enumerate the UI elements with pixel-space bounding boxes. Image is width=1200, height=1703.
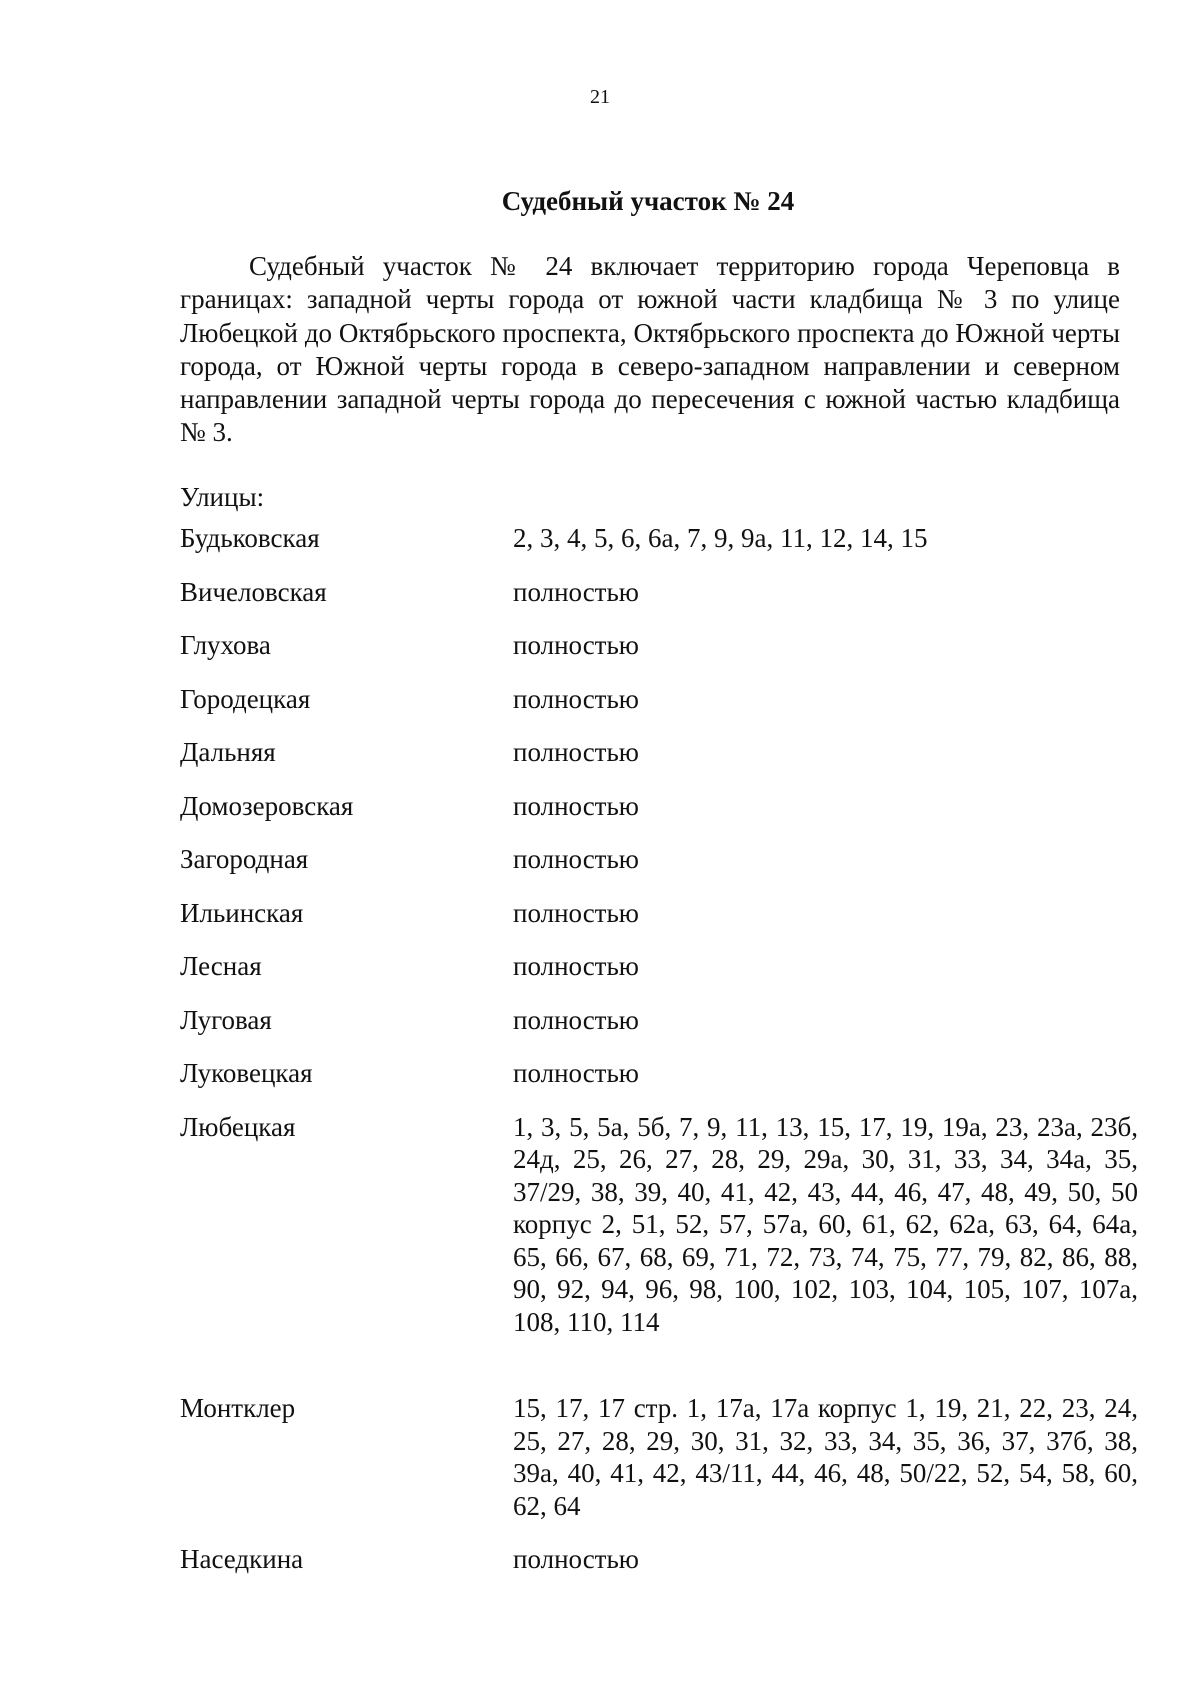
street-name: Луковецкая <box>180 1058 313 1088</box>
street-row <box>180 843 1140 876</box>
street-houses: полностью <box>513 576 639 607</box>
street-name: Ильинская <box>180 897 304 928</box>
street-row <box>180 736 1140 769</box>
streets-label: Улицы: <box>180 482 265 512</box>
street-name: Лесная <box>180 951 262 981</box>
street-row <box>180 1111 1140 1339</box>
street-name: Наседкина <box>180 1544 304 1574</box>
street-houses: полностью <box>513 630 639 660</box>
street-name: Любецкая <box>180 1111 296 1142</box>
street-row <box>180 683 1140 716</box>
street-houses: полностью <box>513 844 639 874</box>
street-row <box>180 897 1140 930</box>
street-name: Луговая <box>180 1004 272 1035</box>
street-name: Домозеровская <box>180 790 354 821</box>
intro-paragraph: Судебный участок № 24 включает территорию города Череповца в границах: западной черты города от южной части кладбища № 3 по улице Любецкой до Октябрьского проспекта, Октябрьского проспекта до Южной черты города, от Южной черты города в северо-западном направлении и северном направлении западной черты города до пересечения с южной частью кладбища № 3. <box>180 251 1120 448</box>
street-houses: полностью <box>513 951 639 981</box>
street-row <box>180 629 1140 662</box>
street-name: Вичеловская <box>180 576 327 607</box>
street-row <box>180 1543 1140 1576</box>
street-row <box>180 790 1140 823</box>
street-houses: полностью <box>513 790 639 821</box>
street-row <box>180 1004 1140 1037</box>
street-name: Загородная <box>180 844 309 874</box>
street-name: Монтклер <box>180 1393 296 1423</box>
section-title: Судебный участок № 24 <box>501 186 795 216</box>
street-row <box>180 950 1140 983</box>
street-houses: 2, 3, 4, 5, 6, 6а, 7, 9, 9а, 11, 12, 14, 15 <box>513 523 928 553</box>
street-name: Дальняя <box>180 737 276 767</box>
street-row <box>180 1392 1140 1522</box>
street-houses: 15, 17, 17 стр. 1, 17а, 17а корпус 1, 19, 21, 22, 23, 24, 25, 27, 28, 29, 30, 31, 32, 33, 34, 35, 36, 37, 37б, 38, 39а, 40, 41, 42, 43/11, 44, 46, 48, 50/22, 52, 54, 58, 60, 62, 64 <box>513 1393 1138 1521</box>
street-houses: полностью <box>513 1004 639 1035</box>
street-row <box>180 1057 1140 1090</box>
street-name: Городецкая <box>180 683 311 714</box>
street-houses: полностью <box>513 897 639 928</box>
streets-list <box>180 522 1140 1597</box>
street-houses: полностью <box>513 1058 639 1088</box>
street-row <box>180 576 1140 609</box>
street-houses: полностью <box>513 1544 639 1574</box>
page-number: 21 <box>590 86 610 108</box>
street-name: Глухова <box>180 630 271 660</box>
street-houses: полностью <box>513 683 639 714</box>
street-row <box>180 522 1140 555</box>
street-name: Будьковская <box>180 523 320 553</box>
street-houses: 1, 3, 5, 5а, 5б, 7, 9, 11, 13, 15, 17, 19, 19а, 23, 23а, 23б, 24д, 25, 26, 27, 28, 29, 29а, 30, 31, 33, 34, 34а, 35, 37/29, 38, 39, 40, 41, 42, 43, 44, 46, 47, 48, 49, 50, 50 корпус 2, 51, 52, 57, 57а, 60, 61, 62, 62а, 63, 64, 64а, 65, 66, 67, 68, 69, 71, 72, 73, 74, 75, 77, 79, 82, 86, 88, 90, 92, 94, 96, 98, 100, 102, 103, 104, 105, 107, 107а, 108, 110, 114 <box>513 1111 1138 1337</box>
street-houses: полностью <box>513 737 639 767</box>
